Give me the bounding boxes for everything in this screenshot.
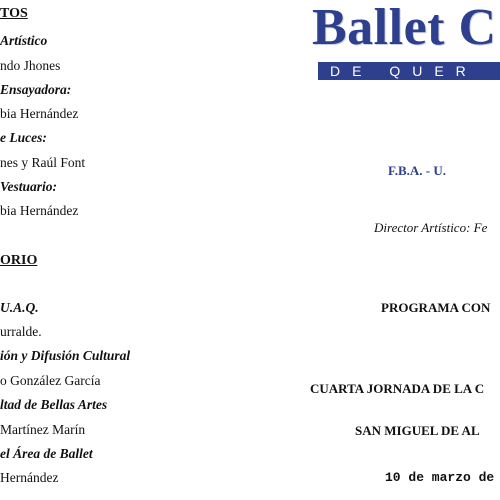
name-ballet-area: Hernández <box>0 470 59 485</box>
ballet-logo-subtitle-bar: DE QUER <box>318 62 500 80</box>
role-extension: ión y Difusión Cultural <box>0 348 131 363</box>
role-artistic-director: Artístico <box>0 33 48 48</box>
role-lighting: e Luces: <box>0 130 47 145</box>
directory-heading: ORIO <box>0 253 38 268</box>
event-location: SAN MIGUEL DE AL <box>355 423 480 438</box>
name-artistic-director: ndo Jhones <box>0 58 61 73</box>
role-rehearsal-director: Ensayadora: <box>0 82 72 97</box>
name-rehearsal-director: bia Hernández <box>0 106 79 121</box>
ballet-logo-title: Ballet C <box>312 0 497 56</box>
role-rector: U.A.Q. <box>0 300 39 315</box>
name-extension: o González García <box>0 373 101 388</box>
name-rector: urralde. <box>0 324 42 339</box>
program-title: PROGRAMA CON <box>381 300 491 315</box>
name-fine-arts-faculty: Martínez Marín <box>0 422 86 437</box>
director-line: Director Artístico: Fe <box>374 220 488 235</box>
credits-heading: TOS <box>0 6 28 21</box>
event-title: CUARTA JORNADA DE LA C <box>310 381 485 396</box>
role-fine-arts-faculty: ltad de Bellas Artes <box>0 397 108 412</box>
fba-uaq-line: F.B.A. - U. <box>388 163 447 178</box>
role-ballet-area: el Área de Ballet <box>0 446 93 461</box>
name-lighting: nes y Raúl Font <box>0 155 86 170</box>
name-costume: bia Hernández <box>0 203 79 218</box>
event-date: 10 de marzo de <box>385 470 495 485</box>
role-costume: Vestuario: <box>0 179 58 194</box>
